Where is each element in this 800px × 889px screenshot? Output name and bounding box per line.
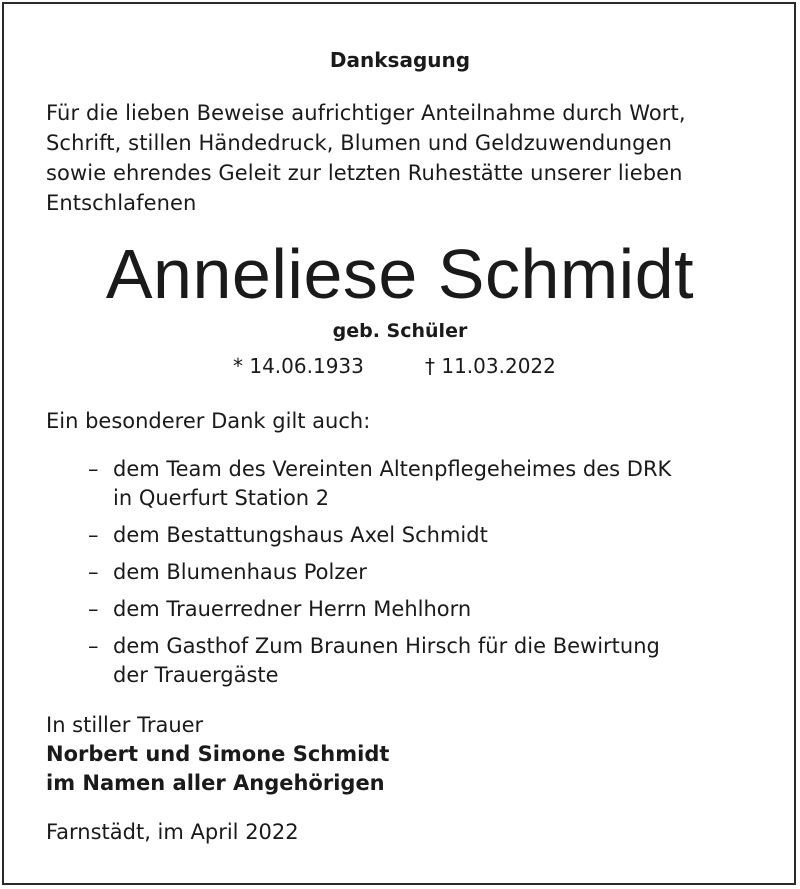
list-item (88, 521, 768, 550)
thanks-list (88, 455, 768, 698)
list-item-line: der Trauergäste (113, 663, 279, 687)
intro-line: Entschlafenen (46, 191, 197, 215)
list-item (88, 595, 768, 624)
dash-bullet: – (88, 523, 99, 547)
list-item-line: dem Blumenhaus Polzer (113, 560, 367, 584)
list-item-line: dem Team des Vereinten Altenpflegeheimes des DRK (113, 457, 672, 481)
deceased-name: Anneliese Schmidt (105, 235, 695, 313)
on-behalf-text: im Namen aller Angehörigen (46, 771, 385, 795)
dash-bullet: – (88, 634, 99, 658)
list-item (88, 632, 768, 690)
dash-bullet: – (88, 560, 99, 584)
death-date: † 11.03.2022 (425, 354, 556, 378)
notice-title: Danksagung (329, 48, 471, 72)
list-item-line: in Querfurt Station 2 (113, 486, 330, 510)
dash-bullet: – (88, 597, 99, 621)
signatories: Norbert und Simone Schmidt (46, 742, 390, 766)
list-item-line: dem Bestattungshaus Axel Schmidt (113, 523, 488, 547)
signoff (46, 711, 389, 798)
list-item-line: dem Trauerredner Herrn Mehlhorn (113, 597, 472, 621)
list-item (88, 455, 768, 513)
thanks-intro: Ein besonderer Dank gilt auch: (46, 409, 371, 433)
birth-date: * 14.06.1933 (233, 354, 364, 378)
mourning-text: In stiller Trauer (46, 713, 204, 737)
intro-line: sowie ehrendes Geleit zur letzten Ruhestätte unserer lieben (46, 161, 683, 185)
intro-line: Für die lieben Beweise aufrichtiger Anteilnahme durch Wort, (46, 101, 686, 125)
intro-text (46, 98, 766, 218)
dash-bullet: – (88, 457, 99, 481)
list-item (88, 558, 768, 587)
place-date: Farnstädt, im April 2022 (46, 820, 299, 844)
intro-line: Schrift, stillen Händedruck, Blumen und Geldzuwendungen (46, 131, 673, 155)
list-item-line: dem Gasthof Zum Braunen Hirsch für die Bewirtung (113, 634, 660, 658)
maiden-name: geb. Schüler (332, 320, 468, 342)
